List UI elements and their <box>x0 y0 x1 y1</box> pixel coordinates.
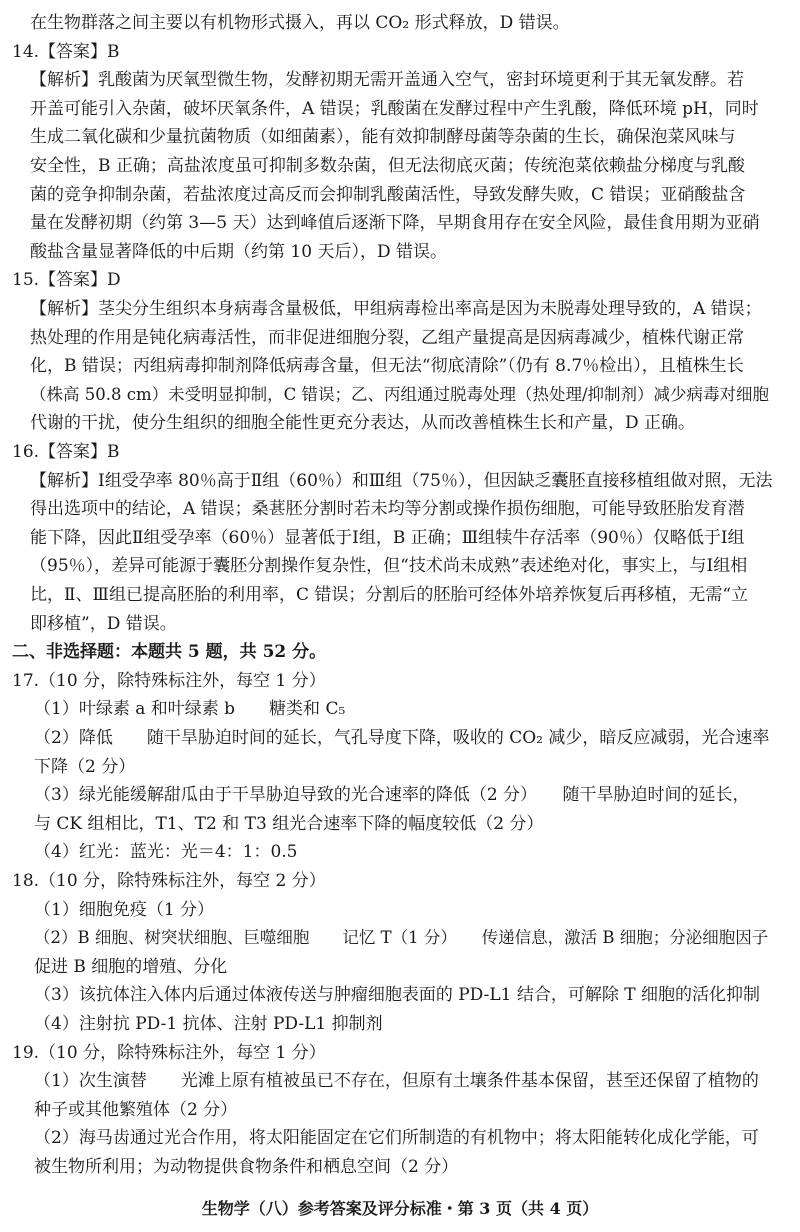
text-line: 【解析】乳酸菌为厌氧型微生物，发酵初期无需开盖通入空气，密封环境更利于其无氧发酵。若 <box>30 70 744 91</box>
text-line: 比，Ⅱ、Ⅲ组已提高胚胎的利用率，C 错误；分割后的胚胎可经体外培养恢复后再移植，无需“立 <box>30 585 749 605</box>
text-line: 菌的竞争抑制杂菌，若盐浓度过高反而会抑制乳酸菌活性，导致发酵失败，C 错误；亚硝酸盐含 <box>30 184 746 205</box>
section-heading: 二、非选择题：本题共 5 题，共 52 分。 <box>12 642 327 663</box>
text-line: 促进 B 细胞的增殖、分化 <box>34 956 228 977</box>
text-line: （1）次生演替 光滩上原有植被虽已不存在，但原有土壤条件基本保留，甚至还保留了植物的 <box>34 1071 759 1092</box>
text-line: （1）细胞免疫（1 分） <box>34 899 215 920</box>
text-line: 在生物群落之间主要以有机物形式摄入，再以 CO₂ 形式释放，D 错误。 <box>30 13 570 33</box>
text-line: 下降（2 分） <box>34 756 136 777</box>
text-line: 【解析】茎尖分生组织本身病毒含量极低，甲组病毒检出率高是因为未脱毒处理导致的，A 错误； <box>30 299 762 319</box>
text-line: （1）叶绿素 a 和叶绿素 b 糖类和 C₅ <box>34 699 346 720</box>
text-line: 即移植”，D 错误。 <box>30 613 177 634</box>
text-line: 代谢的干扰，使分生组织的细胞全能性更充分表达，从而改善植株生长和产量，D 正确。 <box>30 413 696 434</box>
text-line: （4）注射抗 PD-1 抗体、注射 PD-L1 抑制剂 <box>34 1014 383 1034</box>
text-line: 19.（10 分，除特殊标注外，每空 1 分） <box>12 1042 326 1063</box>
text-line: 量在发酵初期（约第 3—5 天）达到峰值后逐渐下降，早期食用存在安全风险，最佳食用期为亚硝 <box>30 213 760 234</box>
text-line: 16.【答案】B <box>12 442 120 462</box>
text-line: 化，B 错误；丙组病毒抑制剂降低病毒含量，但无法“彻底清除”（仍有 8.7％检出），且植株生长 <box>30 356 744 377</box>
text-line: 与 CK 组相比，T1、T2 和 T3 组光合速率下降的幅度较低（2 分） <box>34 813 544 834</box>
text-line: （4）红光：蓝光：光＝4：1：0.5 <box>34 842 298 863</box>
text-line: （2）降低 随干旱胁迫时间的延长，气孔导度下降，吸收的 CO₂ 减少，暗反应减弱，光合速率 <box>34 728 770 748</box>
text-line: 安全性，B 正确；高盐浓度虽可抑制多数杂菌，但无法彻底灭菌；传统泡菜依赖盐分梯度与乳酸 <box>30 156 745 176</box>
text-line: 18.（10 分，除特殊标注外，每空 2 分） <box>12 871 326 891</box>
text-line: 酸盐含量显著降低的中后期（约第 10 天后），D 错误。 <box>30 241 447 262</box>
text-line: 开盖可能引入杂菌，破坏厌氧条件，A 错误；乳酸菌在发酵过程中产生乳酸，降低环境 pH，同时 <box>30 98 759 119</box>
text-line: （2）B 细胞、树突状细胞、巨噬细胞 记忆 T（1 分） 传递信息，激活 B 细胞；分泌细胞因子 <box>34 928 769 948</box>
text-line: 14.【答案】B <box>12 41 120 62</box>
text-line: （3）绿光能缓解甜瓜由于干旱胁迫导致的光合速率的降低（2 分） 随干旱胁迫时间的延长， <box>34 785 750 806</box>
text-line: 15.【答案】D <box>12 270 121 291</box>
text-line: 能下降，因此Ⅱ组受孕率（60％）显著低于Ⅰ组，B 正确；Ⅲ组犊牛存活率（90％）仅略低于Ⅰ组 <box>30 527 745 548</box>
text-line: 17.（10 分，除特殊标注外，每空 1 分） <box>12 670 326 691</box>
text-line: （3）该抗体注入体内后通过体液传送与肿瘤细胞表面的 PD-L1 结合，可解除 T 细胞的活化抑制 <box>34 985 761 1006</box>
text-line: 得出选项中的结论，A 错误；桑葚胚分割时若未均等分割或操作损伤细胞，可能导致胚胎发育潜 <box>30 499 745 520</box>
page-footer: 生物学（八）参考答案及评分标准・第 3 页（共 4 页） <box>201 1199 599 1218</box>
text-line: 种子或其他繁殖体（2 分） <box>34 1099 238 1120</box>
text-line: 生成二氧化碳和少量抗菌物质（如细菌素），能有效抑制酵母菌等杂菌的生长，确保泡菜风味与 <box>30 127 736 148</box>
text-line: 热处理的作用是钝化病毒活性，而非促进细胞分裂，乙组产量提高是因病毒减少，植株代谢正常 <box>30 327 744 348</box>
text-line: （株高 50.8 cm）未受明显抑制，C 错误；乙、丙组通过脱毒处理（热处理/抑制剂）减少病毒对细胞 <box>30 384 770 404</box>
text-line: （95％），差异可能源于囊胚分割操作复杂性，但“技术尚未成熟”表述绝对化，事实上，与Ⅰ组相 <box>30 556 748 577</box>
text-line: （2）海马齿通过光合作用，将太阳能固定在它们所制造的有机物中；将太阳能转化成化学能，可 <box>34 1128 759 1149</box>
text-line: 被生物所利用；为动物提供食物条件和栖息空间（2 分） <box>34 1157 459 1177</box>
text-line: 【解析】Ⅰ组受孕率 80％高于Ⅱ组（60％）和Ⅲ组（75％），但因缺乏囊胚直接移植组做对照，无法 <box>30 470 773 491</box>
